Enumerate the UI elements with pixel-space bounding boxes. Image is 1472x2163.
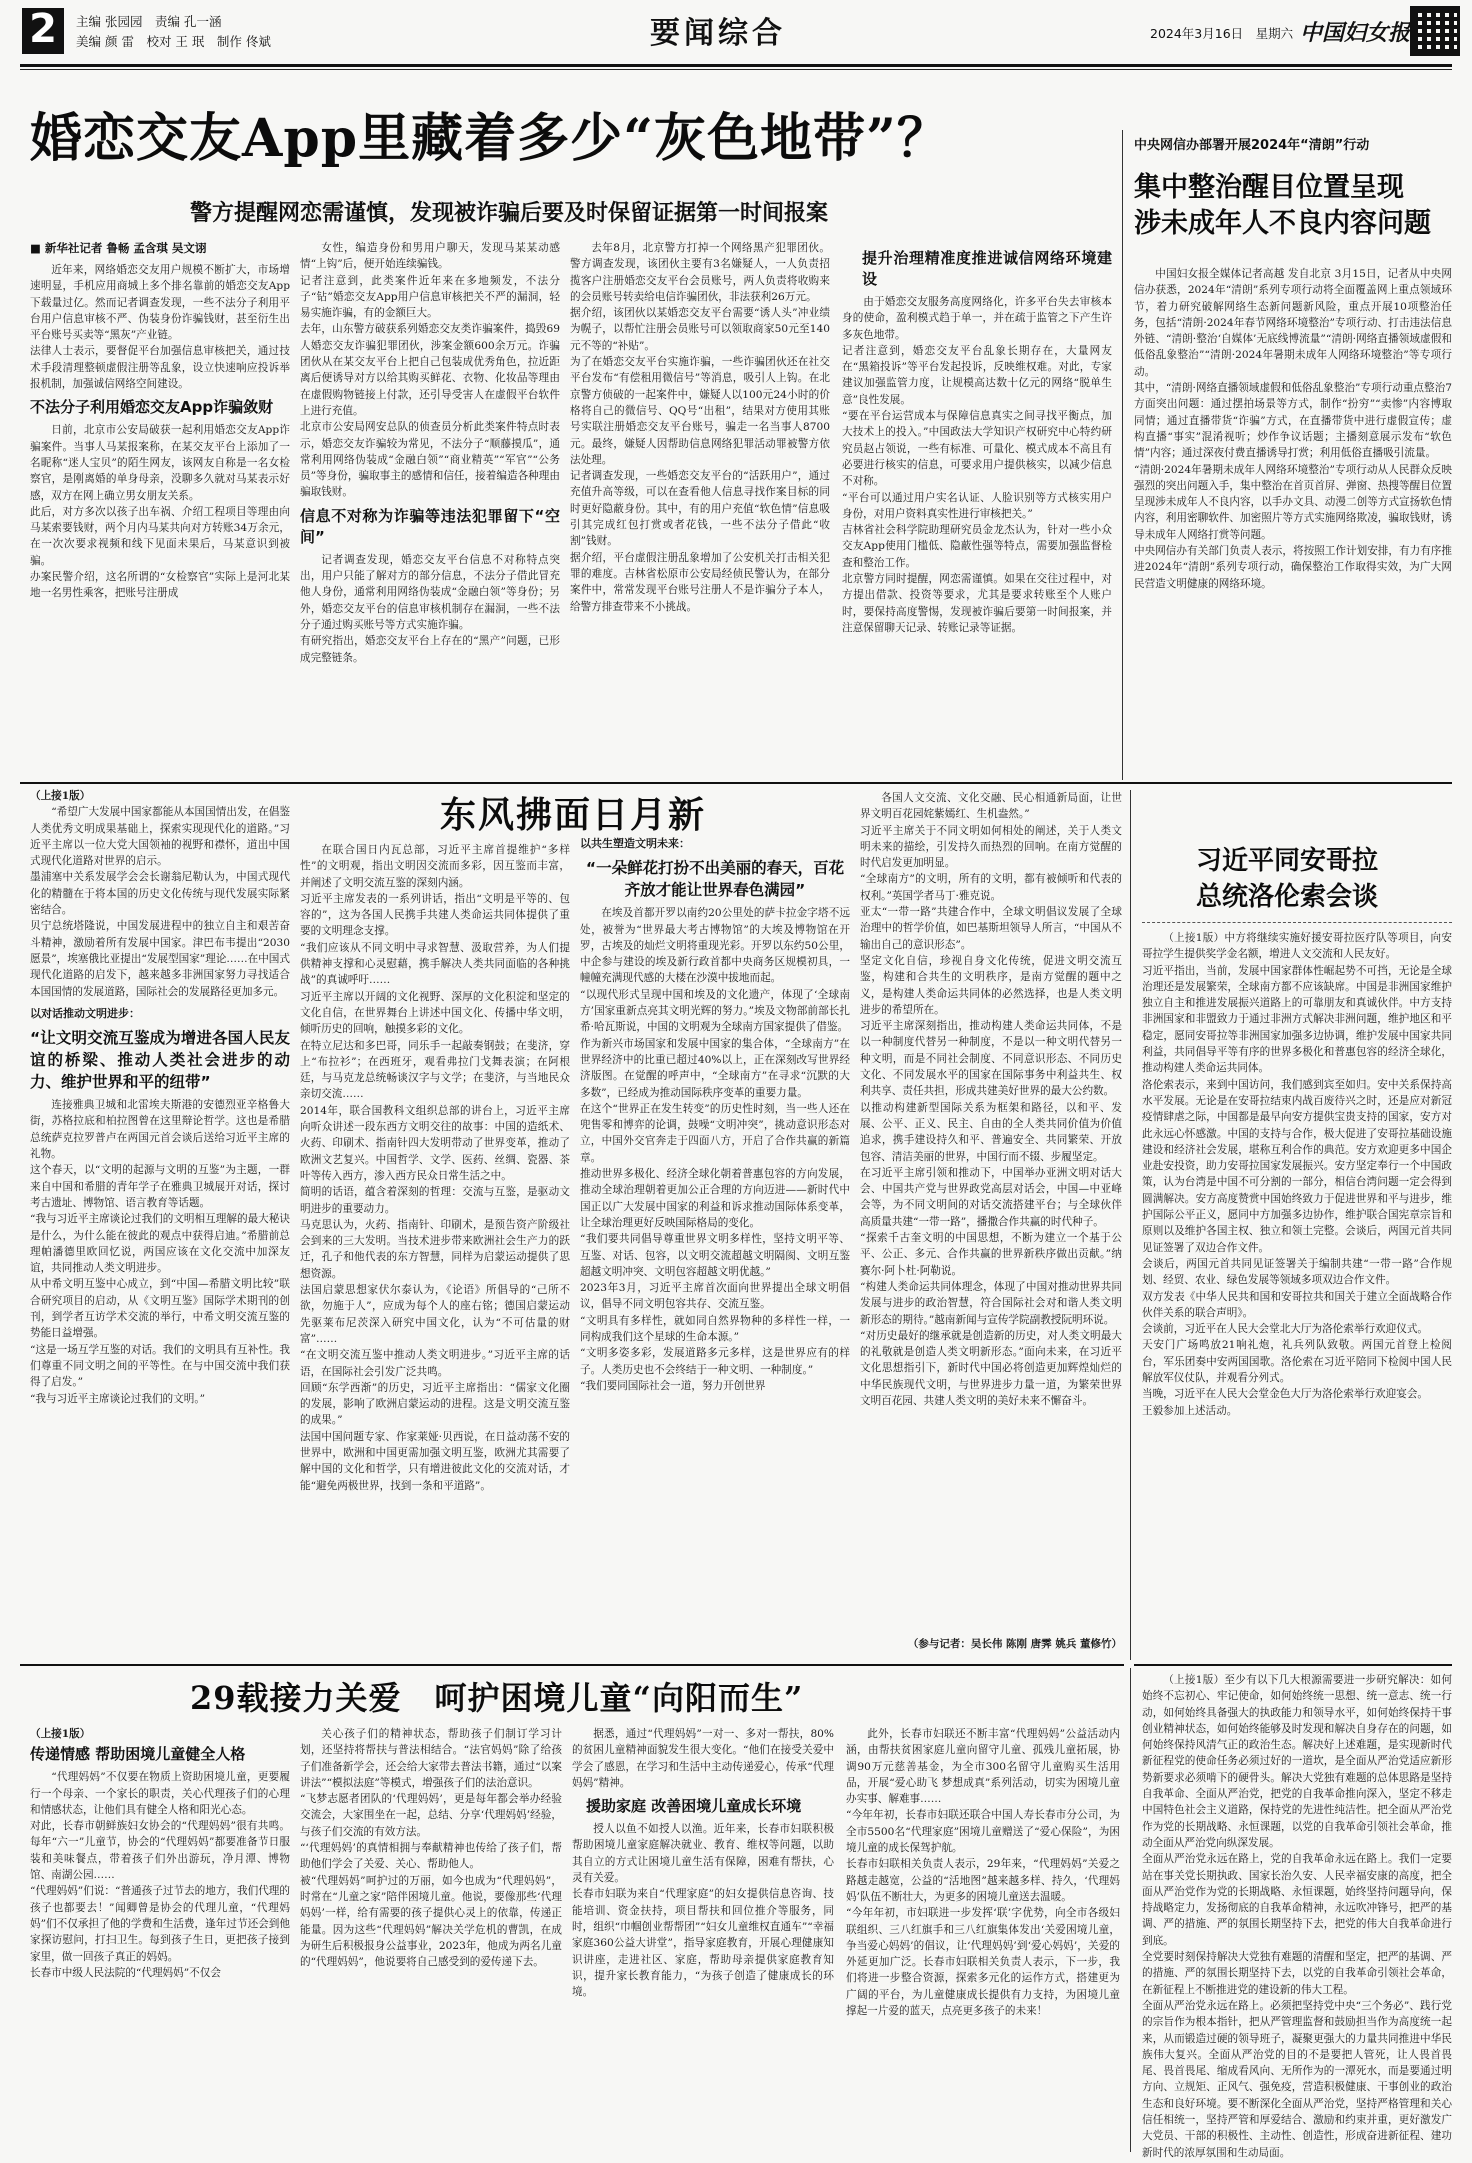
lead-column-2	[300, 240, 560, 774]
children-col3-text-b: 授人以鱼不如授人以渔。近年来，长春市妇联积极帮助困境儿童家庭解决就业、教育、维权等问题，以助其自立的方式让困境儿童生活有保障，困难有帮扶，心灵有关爱。 长春市妇联为来自“代理家庭”的妇女提供信息咨询、技能培训、资金扶持，项目帮扶和回位推介等服务，同时，组织“巾帼创业帮帮团”“妇女儿童维权直通车”“幸福家庭360公益大讲堂”，指导家庭教育，开展心理健康知识讲座，走进社区、家庭，帮助母亲提供家庭教育知识，提升家长教育能力，“为孩子创造了健康成长的环境。	[572, 1823, 834, 1999]
feature-credit: （参与记者：吴长伟 陈刚 唐霁 姚兵 董修竹）	[907, 1638, 1122, 1650]
qinglang-kicker: 中央网信办部署开展2024年“清朗”行动	[1134, 138, 1370, 153]
feature-col3-subhead: “一朵鲜花打扮不出美丽的春天，百花齐放才能让世界春色满园”	[585, 859, 845, 900]
staff-line-2: 美编 颜 雷 校对 王 珉 制作 佟斌	[76, 34, 271, 49]
feature-col3-kicker: 以共生塑造文明未来：	[580, 837, 690, 850]
lead-col1-text-b: 日前，北京市公安局破获一起利用婚恋交友App诈骗案件。当事人马某报案称，在某交友平台上添加了一名昵称“迷人宝贝”的陌生网友，该网友自称是一名女检察官，是刚离婚的单身母亲，没聊多久就对马某表示好感，双方在网上确立男女朋友关系。 此后，对方多次以孩子出车祸、介绍工程项目等理由向马某索要钱财，两个月内马某共向对方转账34万余元，在一次次要求视频和线下见面未果后，马某意识到被骗。 办案民警介绍，这名所谓的“女检察官”实际上是河北某地一名男性乘客，把账号注册成	[30, 424, 290, 600]
staff-line-1: 主编 张园园 责编 孔一涵	[76, 14, 222, 29]
qinglang-body: 中国妇女报全媒体记者高越 发自北京 3月15日，记者从中央网信办获悉，2024年“清朗”系列专项行动将全面覆盖网上重点领域环节，着力研究破解网络生态新问题新风险，重点开展10项整治任务，包括“清朗·2024年春节网络环境整治”专项行动、打击违法信息外链、“清朗·整治‘自媒体’无底线博流量”“清朗·网络直播领域虚假和低俗乱象整治”“清朗·2024年暑期未成年人网络环境整治”等专项行动。 其中，“清朗·网络直播领域虚假和低俗乱象整治”专项行动重点整治7方面突出问题：通过摆拍场景等方式，制作“扮穷”“卖惨”内容博取同情；通过直播带货“诈骗”方式，在直播带货中进行虚假宣传；虚构直播“事实”混淆视听；炒作争议话题；主播刻意展示发布“软色情”内容；通过深夜付费直播诱导打赏；利用低俗直播吸引流量。 “清朗·2024年暑期未成年人网络环境整治”专项行动从人民群众反映强烈的突出问题入手，集中整治在首页首屏、弹窗、热搜等醒目位置呈现涉未成年人不良内容，以手办文具、动漫二创等方式宣扬软色情内容，利用密聊软件、加密照片等方式实施网络欺凌，骗取钱财，诱导未成年人网络打赏等问题。 中央网信办有关部门负责人表示，将按照工作计划安排，有力有序推进2024年“清朗”系列专项行动，确保整治工作取得实效，为广大网民营造文明健康的网络环境。	[1134, 268, 1452, 590]
qinglang-title-1: 集中整治醒目位置呈现	[1134, 172, 1404, 203]
children-headline: 29载接力关爱 呵护困境儿童“向阳而生”	[190, 1679, 804, 1717]
xi-meet-title-1: 习近平同安哥拉	[1196, 846, 1379, 876]
lead-byline: ■ 新华社记者 鲁畅 孟含琪 吴文诩	[30, 241, 207, 255]
feature-column-4	[860, 790, 1122, 1656]
feature-continued-label: （上接1版）	[30, 790, 91, 802]
feature-column-1	[30, 788, 290, 1656]
issue-date: 2024年3月16日 星期六	[1150, 26, 1294, 41]
feature-col4-text: 各国人文交流、文化交融、民心相通新局面，让世界文明百花园姹紫嫣红、生机盎然。” 习近平主席关于不同文明如何相处的阐述，关于人类文明未来的描绘，引发持久而热烈的回响。在南方觉醒的时代启发更加明显。 “全球南方”的文明，所有的文明，都有被倾听和代表的权利。”英国学者马丁·雅克说。 亚太“一带一路”共建合作中，全球文明倡议发展了全球治理中的哲学价值，如巴基斯坦领导人所言，“中国从不输出自己的意识形态”。 坚定文化自信，珍视自身文化传统，促进文明交流互鉴，构建和合共生的文明秩序，是南方觉醒的题中之义，是构建人类命运共同体的必然选择，也是人类文明进步的希望所在。 习近平主席深刻指出，推动构建人类命运共同体，不是以一种制度代替另一种制度，不是以一种文明代替另一种文明，而是不同社会制度、不同意识形态、不同历史文化、不同发展水平的国家在国际事务中利益共生、权利共享、责任共担，形成共建美好世界的最大公约数。 以推动构建新型国际关系为框架和路径，以和平、发展、公平、正义、民主、自由的全人类共同价值为价值追求，携手建设持久和平、普遍安全、共同繁荣、开放包容、清洁美丽的世界，中国行而不辍、步履坚定。 在习近平主席引领和推动下，中国举办亚洲文明对话大会、中国共产党与世界政党高层对话会，中国—中亚峰会等，为不同文明间的对话交流搭建平台；与全球伙伴高质量共建“一带一路”，播撒合作共赢的时代种子。 “探索千古奎文明的中国思想，不断为建立一个基于公平、公正、多元、合作共赢的世界新秩序做出贡献。”纳赛尔·阿卜杜·阿勒说。 “构建人类命运共同体理念，体现了中国对推动世界共同发展与进步的政治智慧，符合国际社会对和谐人类文明新形态的期待。”越南新闻与宣传学院副教授阮明环说。 “对历史最好的继承就是创造新的历史，对人类文明最大的礼敬就是创造人类文明新形态。”面向未来，在习近平文化思想指引下，新时代中国必将创造更加辉煌灿烂的中华民族现代文明，与世界进步力量一道，为繁荣世界文明百花园、共建人类文明的美好未来不懈奋斗。	[860, 792, 1122, 1407]
children-col4-text: 此外，长春市妇联还不断丰富“代理妈妈”公益活动内涵，由帮扶贫困家庭儿童向留守儿童、孤残儿童拓展，协调90万元慈善基金，为全市300名留守儿童购买生活用品，开展“爱心助飞 梦想成真”系列活动，切实为困境儿童办实事、解难事…… “今年年初，长春市妇联还联合中国人寿长春市分公司，为全市5500名“代理家庭”困境儿童赠送了“爱心保险”，为困境儿童的成长保驾护航。 长春市妇联相关负责人表示，29年来，“代理妈妈”关爱之路越走越宽，公益的“活地图”越来越多样、持久，‘代理妈妈’队伍不断壮大，为更多的困境儿童送去温暖。 “今年年初，市妇联进一步发挥‘联’字优势，向全市各级妇联组织、三八红旗手和三八红旗集体发出‘关爱困境儿童，争当爱心妈妈’的倡议，让‘代理妈妈’到‘爱心妈妈’，关爱的外延更加广泛。长春市妇联相关负责人表示，下一步，我们将进一步整合资源，探索多元化的运作方式，搭建更为广阔的平台，为儿童健康成长提供有力支持，为困境儿童撑起一片爱的蓝天，点亮更多孩子的未来！	[846, 1728, 1120, 2018]
feature-col1-text: “希望广大发展中国家都能从本国国情出发，在倡鉴人类优秀文明成果基础上，探索实现现代化的道路。”习近平主席以一位大党大国领袖的视野和襟怀，道出中国式现代化道路对世界的启示。 墨浦塞中关系发展学会会长谢翁尼勒认为，中国式现代化的精髓在于将本国的历史文化传统与现代发展实际紧密结合。 贝宁总统塔隆说，中国发展进程中的独立自主和艰苦奋斗精神，激励着所有发展中国家。津巴布韦提出“2030愿景”，埃塞俄比亚提出“发展型国家”理论……在中国式现代化道路的启发下，越来越多非洲国家努力寻找适合本国国情的发展道路，国际社会的发展路径更加多元。	[30, 806, 290, 998]
children-col1-text: “代理妈妈”不仅要在物质上资助困境儿童，更要履行一个母亲、一个家长的职责，关心代理孩子们的心理和情感状态，让他们具有健全人格和阳光心态。 对此，长春市朝鲜族妇女协会的“代理妈妈”很有共鸣。每年“六一”儿童节，协会的“代理妈妈”都要准备节日服装和美味餐点，带着孩子们外出游玩，净月潭、博物馆、南湖公园…… “代理妈妈”们说：“普通孩子过节去的地方，我们代理的孩子也都要去！”闻卿曾是协会的代理儿童，“代理妈妈”们不仅承担了他的学费和生活费，逢年过节还会到他家探访慰问，打扫卫生。每到孩子生日，更把孩子接到家里，做一回孩子真正的妈妈。 长春市中级人民法院的“代理妈妈”不仅会	[30, 1771, 290, 1979]
masthead-rule	[20, 64, 1452, 67]
lead-col1-text: 近年来，网络婚恋交友用户规模不断扩大，市场增速明显，手机应用商城上多个排名靠前的婚恋交友App下载量过亿。然而记者调查发现，一些不法分子利用平台用户信息审核不严、伪装身份诈骗钱财，甚至衍生出平台账号买卖等“黑灰”产业链。 法律人士表示，要督促平台加强信息审核把关，通过技术手段清理整顿虚假注册等乱象，设立快速响应投诉举报机制，加强诚信网络空间建设。	[30, 264, 290, 391]
lead-headline: 婚恋交友App里藏着多少“灰色地带”？	[30, 108, 950, 169]
lead-column-4	[842, 248, 1112, 774]
lead-subtitle: 警方提醒网恋需谨慎，发现被诈骗后要及时保留证据第一时间报案	[190, 201, 829, 226]
feature-headline: 东风拂面日月新	[440, 794, 707, 836]
children-continued-label: （上接1版）	[30, 1728, 91, 1740]
children-col1-subhead: 传递情感 帮助困境儿童健全人格	[30, 1745, 246, 1764]
children-column-2	[300, 1726, 562, 2152]
feature-col2-text: 在联合国日内瓦总部，习近平主席首提维护“多样性”的文明观，指出文明因交流而多彩，因互鉴而丰富，并阐述了文明交流互鉴的深刻内涵。 习近平主席发表的一系列讲话，指出“文明是平等的、包容的”，这为各国人民携手共建人类命运共同体提供了重要的文明理念支撑。 “我们应该从不同文明中寻求智慧、汲取营养，为人们提供精神支撑和心灵慰藉，携手解决人类共同面临的各种挑战”的真诚呼吁…… 习近平主席以开阔的文化视野、深厚的文化积淀和坚定的文化自信，在世界舞台上讲述中国文化、传播中华文明，倾听历史的回响，触摸多彩的文化。 在特立尼达和多巴哥，同乐手一起敲奏钢鼓；在斐济，穿上“布拉衫”；在西班牙，观看弗拉门戈舞表演；在阿根廷，与马克龙总统畅谈汉字与文学；在斐济，与当地民众亲切交流…… 2014年，联合国教科文组织总部的讲台上，习近平主席向听众讲述一段东西方文明交往的故事：中国的造纸术、火药、印刷术、指南针四大发明带动了世界变革，推动了欧洲文艺复兴。中国哲学、文学、医药、丝绸、瓷器、茶叶等传入西方，渗入西方民众日常生活之中。 简明的话语，蕴含着深刻的哲理：交流与互鉴，是驱动文明进步的重要动力。 马克思认为，火药、指南针、印刷术，是预告资产阶级社会到来的三大发明。当技术进步带来欧洲社会生产力的跃迁，孔子和他代表的东方智慧，同样为启蒙运动提供了思想资源。 法国启蒙思想家伏尔泰认为，《论语》所倡导的“己所不欲，勿施于人”，应成为每个人的座右铭；德国启蒙运动先驱莱布尼茨深入研究中国文化，认为“不可估量的财富”…… “在文明交流互鉴中推动人类文明进步。”习近平主席的话语，在国际社会引发广泛共鸣。 回顾“东学西渐”的历史，习近平主席指出：“儒家文化圈的发展，影响了欧洲启蒙运动的进程。这是文明交流互鉴的成果。” 法国中国问题专家、作家莱娅·贝西说，在日益动荡不安的世界中，欧洲和中国更需加强文明互鉴，欧洲尤其需要了解中国的文化和哲学，只有增进彼此文化的交流对话，才能“避免两极世界，找到一条和平道路”。	[300, 844, 570, 1492]
feature-col1-subhead: “让文明交流互鉴成为增进各国人民友谊的桥梁、推动人类社会进步的动力、维护世界和平的纽带”	[30, 1029, 290, 1092]
children-col3-subhead: 援助家庭 改善困境儿童成长环境	[586, 1797, 802, 1816]
section-title: 要闻综合	[650, 16, 786, 51]
lead-col2-text: 女性，编造身份和男用户聊天，发现马某某动感情“上钩”后，便开始连续骗钱。 记者注意到，此类案件近年来在多地频发，不法分子“钻”婚恋交友App用户信息审核把关不严的漏洞，轻易实施诈骗，有的金额巨大。 去年，山东警方破获系列婚恋交友类诈骗案件，捣毁69人婚恋交友诈骗犯罪团伙，涉案金额600余万元。诈骗团伙从在某交友平台上把自己包装成优秀角色，拉近距离后便诱导对方以给其购买鲜花、衣物、化妆品等理由在虚假购物链接上付款，还引导受害人在虚假平台软件上进行充值。 北京市公安局网安总队的侦查员分析此类案件特点时表示，婚恋交友诈骗较为常见，不法分子“顺藤摸瓜”，通常利用网络伪装成“金融白领”“商业精英”“军官”“公务员”等身份，骗取事主的感情和信任，接着编造各种理由骗取钱财。	[300, 242, 560, 499]
qr-code-icon	[1410, 6, 1460, 56]
lead-col4-text: 由于婚恋交友服务高度网络化，许多平台失去审核本身的使命，盈利模式趋于单一，并在疏于监管之下产生许多灰色地带。 记者注意到，婚恋交友平台乱象长期存在，大量网友在“黑箱投诉”等平台发起投诉，反映维权难。对此，专家建议加强监管力度，让规模高达数十亿元的网络“脱单生意”良性发展。 “要在平台运营成本与保障信息真实之间寻找平衡点，加大技术上的投入。”中国政法大学知识产权研究中心特约研究员赵占领说，一些有标准、可量化、模式成本不高且有必要进行核实的信息，可要求用户提供核实，以减少信息不对称。 “平台可以通过用户实名认证、人脸识别等方式核实用户身份，对用户资料真实性进行审核把关。” 吉林省社会科学院助理研究员金龙杰认为，针对一些小众交友App使用门槛低、隐蔽性强等特点，需要加强监督检查和整治工作。 北京警方同时提醒，网恋需谨慎。如果在交往过程中，对方提出借款、投资等要求，尤其是要求转账至个人账户时，要保持高度警惕，发现被诈骗后要第一时间报案，并注意保留聊天记录、转账记录等证据。	[842, 296, 1112, 634]
xi-meet-body: （上接1版）中方将继续实施好援安哥拉医疗队等项目，向安哥拉学生提供奖学金名额，增进人文交流和人民友好。 习近平指出，当前，发展中国家群体性崛起势不可挡，无论是全球治理还是发展繁荣，全球南方都不应该缺席。中国是非洲国家维护独立自主和推进发展振兴道路上的可靠朋友和真诚伙伴。中方支持非洲国家和非盟致力于通过非洲方式解决非洲问题，维护地区和平稳定，愿同安哥拉等非洲国家加强多边协调，维护发展中国家共同利益，共同倡导平等有序的世界多极化和普惠包容的经济全球化，推动构建人类命运共同体。 洛伦索表示，来到中国访问，我们感到宾至如归。安中关系保持高水平发展。无论是在安哥拉结束内战百废待兴之时，还是应对新冠疫情肆虐之际，中国都是最早向安方提供宝贵支持的国家，安方对此永远心怀感激。中国的支持与合作，极大促进了安哥拉基础设施建设和经济社会发展，堪称互利合作的典范。安方欢迎更多中国企业赴安投资，助力安哥拉国家发展振兴。安方坚定奉行一个中国政策，认为台湾是中国不可分割的一部分，相信台湾问题一定会得到圆满解决。安方高度赞赏中国始终致力于促进世界和平与进步，维护国际公平正义，愿同中方加强多边协作，维护联合国宪章宗旨和原则以及维护各国主权、独立和领土完整。会谈后，两国元首共同见证签署了双边合作文件。 会谈后，两国元首共同见证签署关于编制共建“一带一路”合作规划、经贸、农业、绿色发展等领域多项双边合作文件。 双方发表《中华人民共和国和安哥拉共和国关于建立全面战略合作伙伴关系的联合声明》。 会谈前，习近平在人民大会堂北大厅为洛伦索举行欢迎仪式。 天安门广场鸣放21响礼炮，礼兵列队致敬。两国元首登上检阅台，军乐团奏中安两国国歌。洛伦索在习近平陪同下检阅中国人民解放军仪仗队，并观看分列式。 当晚，习近平在人民大会堂金色大厅为洛伦索举行欢迎宴会。 王毅参加上述活动。	[1142, 932, 1452, 1417]
lead-col2-text-b: 记者调查发现，婚恋交友平台信息不对称特点突出，用户只能了解对方的部分信息，不法分子借此冒充他人身份，通常利用网络伪装成“金融白领”等身份；另外，婚恋交友平台的信息审核机制存在漏洞，一些不法分子通过购买账号等方式实施诈骗。 有研究指出，婚恋交友平台上存在的“黑产”问题，已形成完整链条。	[300, 553, 560, 664]
qinglang-title-2: 涉未成年人不良内容问题	[1134, 208, 1431, 239]
children-col2-text: 关心孩子们的精神状态，帮助孩子们制订学习计划，还坚持将帮扶与普法相结合。“法官妈妈”除了给孩子们准备新学会，还会给大家带去普法书籍，通过“以案讲法”“模拟法庭”等模式，增强孩子们的法治意识。 “飞梦志愿者团队的‘代理妈妈’，更是每年都会举办经验交流会，大家围坐在一起，总结、分享‘代理妈妈’经验，与孩子们交流的有效方法。 “‘代理妈妈’的真情相拥与奉献精神也传给了孩子们，帮助他们学会了关爱、关心、帮助他人。 被“代理妈妈”呵护过的万丽，如今也成为“代理妈妈”，时常在“儿童之家”陪伴困境儿童。他说，要像那些‘代理妈妈’一样，给有需要的孩子提供心灵上的依靠，传递正能量。因为这些“代理妈妈”解决关学危机的曹凯，在成为研生后积极报身公益事业，2023年，他成为两名儿童的“代理妈妈”，他说要将自己感受到的爱传递下去。	[300, 1728, 562, 1969]
masthead	[0, 0, 1472, 64]
children-col3-text: 据悉，通过“代理妈妈”一对一、多对一帮扶，80%的贫困儿童精神面貌发生很大变化。“他们在接受关爱中学会了感恩，在学习和生活中主动传递爱心，传承“代理妈妈”精神。	[572, 1728, 834, 1789]
lead-col4-subhead: 提升治理精准度推进诚信网络环境建设	[862, 249, 1112, 288]
lead-column-3	[570, 240, 830, 774]
lead-col1-subhead: 不法分子利用婚恋交友App诈骗敛财	[30, 398, 274, 417]
feature-column-3	[580, 836, 850, 1656]
lead-col2-subhead: 信息不对称为诈骗等违法犯罪留下“空间”	[300, 506, 560, 546]
party-governance-body: （上接1版）至少有以下几大根源需要进一步研究解决：如何始终不忘初心、牢记使命，如何始终统一思想、统一意志、统一行动，如何始终具备强大的执政能力和领导水平，如何始终保持干事创业精神状态，如何始终能够及时发现和解决自身存在的问题，如何始终保持风清气正的政治生态。解决好上述难题，是实现新时代新征程党的使命任务必须过好的一道坎，是全面从严治党适应新形势新要求必须啃下的硬骨头。解决大党独有难题的总体思路是坚持自我革命、全面从严治党，把党的自我革命推向深入，坚定不移走中国特色社会主义道路，保持党的先进性纯洁性。把全面从严治党作为党的长期战略、永恒课题，以党的自我革命引领社会革命，推动全面从严治党向纵深发展。 全面从严治党永远在路上，党的自我革命永远在路上。我们一定要站在事关党长期执政、国家长治久安、人民幸福安康的高度，把全面从严治党作为党的长期战略、永恒课题，始终坚持问题导向，保持战略定力，发扬彻底的自我革命精神，永远吹冲锋号，把严的基调、严的措施、严的氛围长期坚持下去，把党的伟大自我革命进行到底。 全党要时刻保持解决大党独有难题的清醒和坚定，把严的基调、严的措施、严的氛围长期坚持下去，以党的自我革命引领社会革命，在新征程上不断推进党的建设新的伟大工程。 全面从严治党永远在路上。必须把坚持党中央“三个务必”、践行党的宗旨作为根本指针，把从严管理监督和鼓励担当作为高度统一起来，从而锻造过硬的领导班子，凝聚更强大的力量共同推进中华民族伟大复兴。全面从严治党的目的不是要把人管死，让人畏首畏尾、畏首畏尾、缩成看风向、无所作为的一潭死水，而是要通过明方向、立规矩、正风气、强免疫，营造积极健康、干事创业的政治生态和良好环境。要不断深化全面从严治党，坚持严格管理和关心信任相统一，坚持严管和厚爱结合、激励和约束并重，更好激发广大党员、干部的积极性、主动性、创造性，形成奋进新征程、建功新时代的浓厚氛围和生动局面。	[1142, 1674, 1452, 2159]
feature-col1-kicker: 以对话推动文明进步：	[30, 1006, 140, 1020]
paper-name: 中国妇女报	[1300, 20, 1411, 46]
feature-column-2	[300, 842, 570, 1656]
page-number: 2	[29, 6, 57, 52]
feature-col1-text-b: 连接雅典卫城和北雷埃夫斯港的安德烈亚辛格鲁大街，苏格拉底和柏拉图曾在这里辩论哲学。这也是希腊总统萨克拉罗普卢在两国元首会谈后送给习近平主席的礼物。 这个春天，以“文明的起源与文明的互鉴”为主题，一群来自中国和希腊的青年学子在雅典卫城展开对话，探讨考古遗址、博物馆、语言教育等话题。 “我与习近平主席谈论过我们的文明相互理解的最大秘诀是什么，为什么能在彼此的观点中获得启迪。”希腊前总理帕潘德里欧回忆说，两国应该在文化交流中加深友谊，共同推动人类文明进步。 从中希文明互鉴中心成立，到“中国—希腊文明比较”联合研究项目的启动，从《文明互鉴》国际学术期刊的创刊，到学者互访学术交流的举行，中希文明交流互鉴的势能日益增强。 “这是一场互学互鉴的对话。我们的文明具有互补性。我们尊重不同文明之间的平等性。在与中国交流中我们获得了启发。” “我与习近平主席谈论过我们的文明。”	[30, 1099, 290, 1405]
children-column-4	[846, 1726, 1120, 2152]
feature-col3-text: 在埃及首都开罗以南约20公里处的萨卡拉金字塔不远处，被誉为“世界最大考古博物馆”的大埃及博物馆在开罗，古埃及的灿烂文明将重现光彩。开罗以东约50公里，中企参与建设的埃及新行政首都中央商务区规模初具，一幢幢充满现代感的大楼在沙漠中拔地而起。 “以现代形式呈现中国和埃及的文化遗产，体现了‘全球南方’国家重新点亮其文明光辉的努力。”埃及文物部前部长扎希·哈瓦斯说，中国的文明观为全球南方国家提供了借鉴。 作为新兴市场国家和发展中国家的集合体，“全球南方”在世界经济中的比重已超过40%以上，正在深刻改写世界经济版图。在觉醒的呼声中，“全球南方”在寻求“沉默的大多数”，已经成为推动国际秩序变革的重要力量。 在这个“世界正在发生转变”的历史性时刻，当一些人还在兜售零和博弈的论调，鼓噪“文明冲突”，挑动意识形态对立，中国外交官奔走于四面八方，开启了合作共赢的新篇章。 推动世界多极化、经济全球化朝着普惠包容的方向发展，推动全球治理朝着更加公正合理的方向迈进——新时代中国正以广大发展中国家的利益和诉求推动国际体系变革，让全球治理更好反映国际格局的变化。 “我们要共同倡导尊重世界文明多样性，坚持文明平等、互鉴、对话、包容，以文明交流超越文明隔阂、文明互鉴超越文明冲突、文明包容超越文明优越。” 2023年3月，习近平主席首次面向世界提出全球文明倡议，倡导不同文明包容共存、交流互鉴。 “文明具有多样性，就如同自然界物种的多样性一样，一同构成我们这个星球的生命本源。” “文明多姿多彩，发展道路多元多样，这是世界应有的样子。人类历史也不会终结于一种文明、一种制度。” “我们要同国际社会一道，努力开创世界	[580, 907, 850, 1392]
lead-col3-text: 去年8月，北京警方打掉一个网络黑产犯罪团伙。警方调查发现，该团伙主要有3名嫌疑人，一人负责招揽客户注册婚恋交友平台会员账号，两人负责将收购来的会员账号转卖给电信诈骗团伙，非法获利26万元。 据介绍，该团伙以某婚恋交友平台需要“诱人头”冲业绩为幌子，以帮忙注册会员账号可以领取商家50元至140元不等的“补贴”。 为了在婚恋交友平台实施诈骗，一些诈骗团伙还在社交平台发布“有偿租用微信号”等消息，吸引人上钩。在北京警方侦破的一起案件中，嫌疑人以100元24小时的价格将自己的微信号、QQ号“出租”，结果对方使用其账号实联注册婚恋交友平台账号，骗走一名当事人8700元。最终，嫌疑人因帮助信息网络犯罪活动罪被警方依法处理。 记者调查发现，一些婚恋交友平台的“活跃用户”，通过充值升高等级，可以在查看他人信息寻找作案目标的同时更好隐蔽身份。其中，有的用户充值“软色情”信息吸引其完成红包打赏或者花钱，一些不法分子借此“收割”钱财。 据介绍，平台虚假注册乱象增加了公安机关打击相关犯罪的难度。吉林省松原市公安局经侦民警认为，在部分案件中，常常发现平台账号注册人不是诈骗分子本人，给警方排查带来不小挑战。	[570, 242, 830, 613]
xi-meet-title-2: 总统洛伦索会谈	[1196, 882, 1379, 912]
children-column-1	[30, 1726, 290, 2152]
children-column-3	[572, 1726, 834, 2152]
lead-column-1	[30, 262, 290, 774]
